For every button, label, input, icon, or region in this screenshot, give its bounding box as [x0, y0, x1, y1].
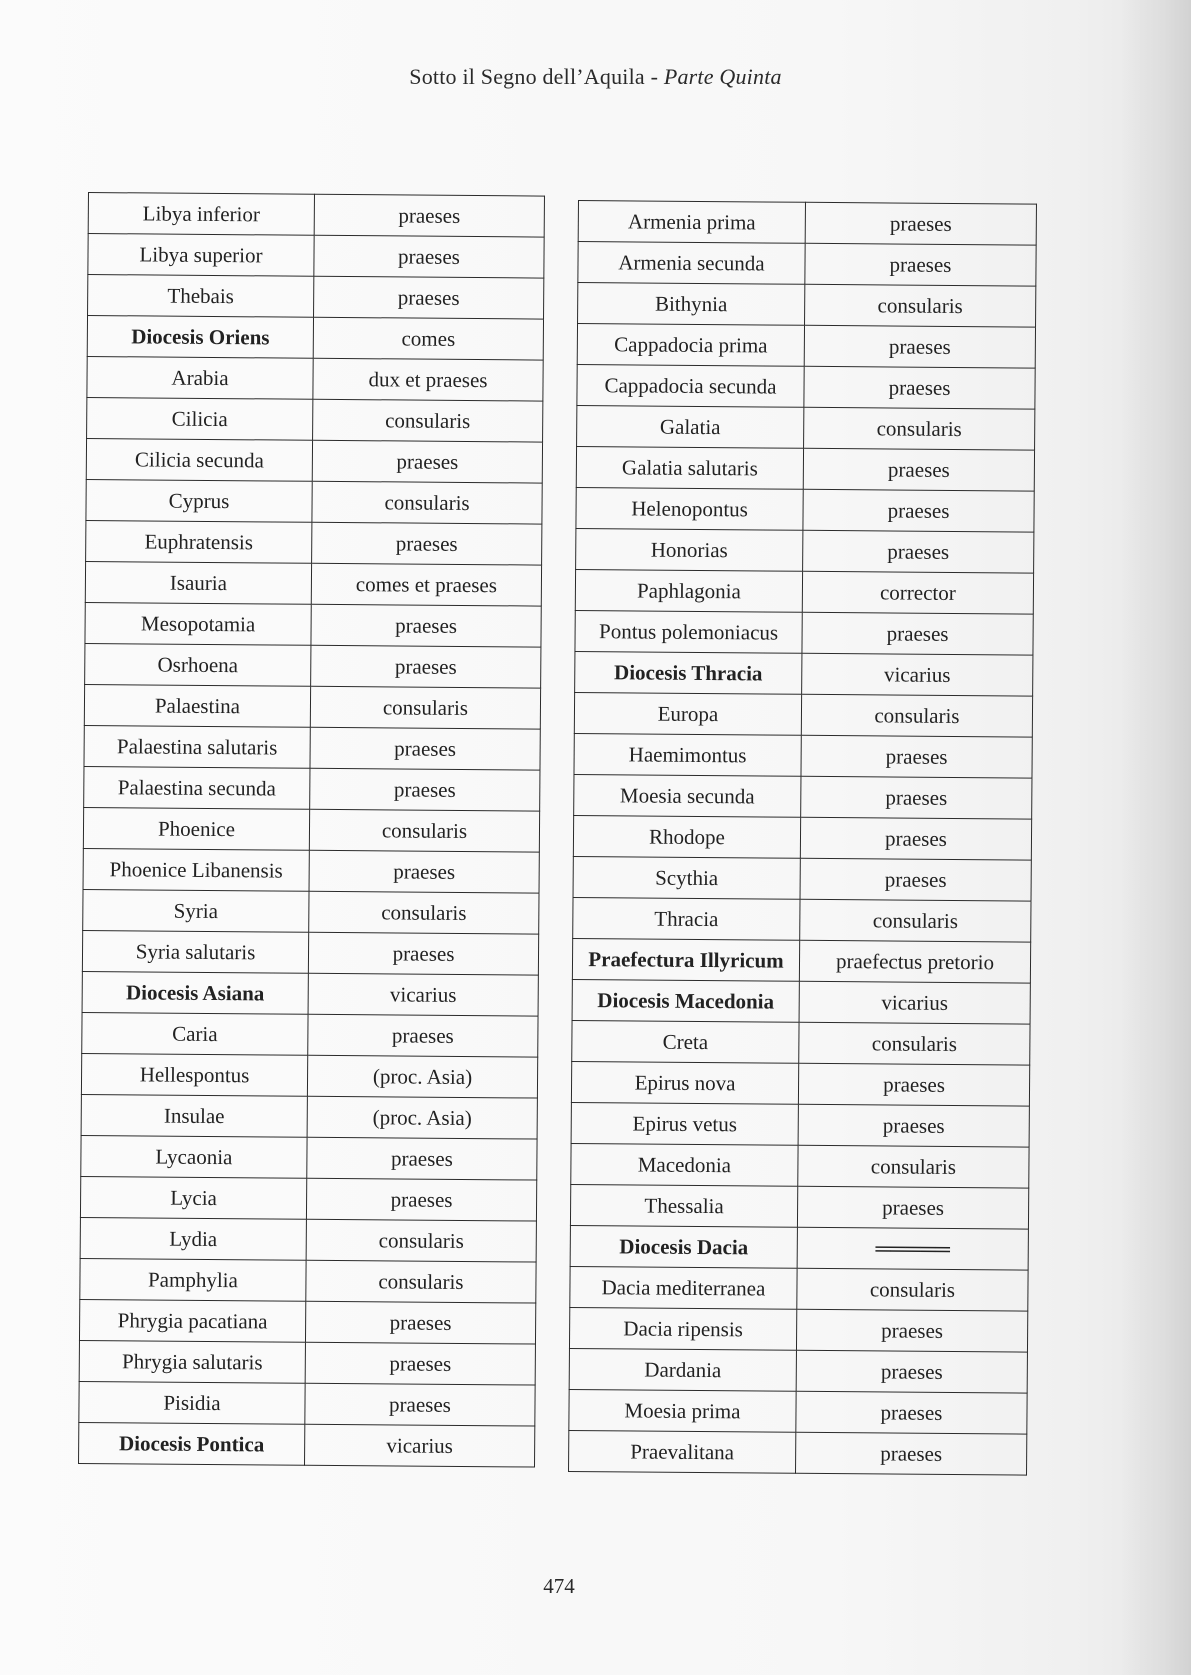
province-cell: Libya inferior [88, 193, 314, 236]
office-cell: corrector [802, 571, 1033, 614]
table-row [84, 725, 540, 770]
office-cell: praeses [305, 1342, 535, 1385]
office-cell: praeses [305, 1383, 535, 1426]
province-cell: Armenia secunda [578, 242, 805, 285]
province-cell: Pisidia [79, 1381, 305, 1424]
table-row [569, 1430, 1027, 1475]
office-cell: consularis [798, 1145, 1029, 1188]
table-row [84, 684, 540, 729]
province-cell: Thebais [88, 275, 314, 318]
office-cell: consularis [313, 399, 543, 442]
table-row [79, 1340, 535, 1385]
office-cell: consularis [306, 1260, 536, 1303]
office-cell: praeses [804, 325, 1035, 368]
province-cell: Armenia prima [578, 201, 805, 244]
province-cell: Thracia [573, 897, 800, 940]
office-cell: consularis [306, 1219, 536, 1262]
table-row [577, 324, 1035, 369]
province-cell: Diocesis Oriens [87, 316, 313, 359]
header-part: Parte Quinta [663, 64, 782, 89]
province-cell: Palaestina salutaris [84, 725, 310, 768]
table-row [82, 1012, 538, 1057]
page-edge-shadow [1121, 0, 1191, 1675]
office-cell: praeses [308, 932, 538, 975]
table-row [81, 1053, 537, 1098]
office-cell: praeses [801, 776, 1032, 819]
table-row [575, 651, 1033, 696]
table-row [86, 479, 542, 524]
table-row [82, 971, 538, 1016]
province-cell: Phoenice [83, 807, 309, 850]
table-row [85, 561, 541, 606]
province-cell: Phrygia pacatiana [79, 1299, 305, 1342]
office-cell: dux et praeses [313, 358, 543, 401]
province-cell: Syria [83, 889, 309, 932]
province-cell: Bithynia [578, 283, 805, 326]
office-cell: praeses [309, 850, 539, 893]
province-cell: Cappadocia prima [577, 324, 804, 367]
office-cell: praeses [314, 276, 544, 319]
province-cell: Epirus nova [571, 1061, 798, 1104]
office-cell: consularis [799, 1022, 1030, 1065]
province-cell: Praevalitana [569, 1430, 796, 1473]
office-cell: praeses [801, 735, 1032, 778]
province-cell: Pontus polemoniacus [575, 610, 802, 653]
province-cell: Dacia ripensis [569, 1307, 796, 1350]
office-cell: vicarius [305, 1424, 535, 1467]
table-row [569, 1389, 1027, 1434]
office-cell: consularis [310, 686, 540, 729]
office-cell: praeses [311, 645, 541, 688]
province-cell: Honorias [576, 528, 803, 571]
office-cell: consularis [309, 809, 539, 852]
office-cell: praeses [312, 522, 542, 565]
office-cell: praeses [306, 1178, 536, 1221]
office-cell: consularis [309, 891, 539, 934]
province-cell: Lydia [80, 1217, 306, 1260]
office-cell: (proc. Asia) [307, 1096, 537, 1139]
table-row [83, 889, 539, 934]
province-cell: Diocesis Macedonia [572, 979, 799, 1022]
office-cell: vicarius [802, 653, 1033, 696]
table-row [80, 1217, 536, 1262]
office-cell: praeses [307, 1137, 537, 1180]
table-row [570, 1184, 1028, 1229]
office-cell: praeses [796, 1432, 1027, 1475]
left-province-table [78, 192, 545, 1468]
province-cell: Dacia mediterranea [570, 1266, 797, 1309]
office-cell: praeses [803, 489, 1034, 532]
province-cell: Hellespontus [81, 1053, 307, 1096]
office-cell: (proc. Asia) [307, 1055, 537, 1098]
office-cell: praeses [798, 1104, 1029, 1147]
province-cell: Diocesis Asiana [82, 971, 308, 1014]
province-cell: Arabia [87, 356, 313, 399]
table-row [573, 856, 1031, 901]
table-row [85, 602, 541, 647]
table-row [79, 1299, 535, 1344]
table-row [83, 848, 539, 893]
table-row [80, 1176, 536, 1221]
office-cell: comes et praeses [311, 563, 541, 606]
header-separator: - [644, 64, 664, 89]
running-header [0, 64, 1191, 90]
province-cell: Lycaonia [81, 1135, 307, 1178]
province-cell: Cilicia secunda [86, 438, 312, 481]
table-row [87, 316, 543, 361]
table-row [577, 364, 1035, 409]
office-cell: vicarius [308, 973, 538, 1016]
table-row [571, 1061, 1029, 1106]
office-cell: consularis [797, 1268, 1028, 1311]
office-cell: praeses [805, 202, 1036, 245]
table-row [574, 774, 1032, 819]
table-row [571, 1102, 1029, 1147]
province-cell: Cappadocia secunda [577, 364, 804, 407]
office-cell: praeses [796, 1309, 1027, 1352]
table-row [578, 201, 1036, 246]
table-row [578, 283, 1036, 328]
province-cell: Paphlagonia [575, 569, 802, 612]
office-cell: praeses [805, 243, 1036, 286]
province-cell: Galatia salutaris [576, 446, 803, 489]
province-cell: Lycia [80, 1176, 306, 1219]
table-row [573, 815, 1031, 860]
table-row [81, 1135, 537, 1180]
table-row [88, 193, 544, 238]
province-cell: Galatia [577, 405, 804, 448]
header-title: Sotto il Segno dell’Aquila [409, 64, 645, 89]
office-cell: praeses [314, 194, 544, 237]
table-row [578, 242, 1036, 287]
table-row [80, 1258, 536, 1303]
province-cell: Diocesis Dacia [570, 1225, 797, 1268]
office-cell: ═════ [797, 1227, 1028, 1270]
table-row [574, 733, 1032, 778]
province-cell: Moesia prima [569, 1389, 796, 1432]
table-row [79, 1422, 535, 1467]
table-row [576, 446, 1034, 491]
province-cell: Isauria [85, 561, 311, 604]
office-cell: praeses [310, 727, 540, 770]
province-cell: Caria [82, 1012, 308, 1055]
province-cell: Phrygia salutaris [79, 1340, 305, 1383]
office-cell: praeses [796, 1350, 1027, 1393]
table-row [572, 938, 1030, 983]
province-cell: Dardania [569, 1348, 796, 1391]
office-cell: praeses [312, 440, 542, 483]
office-cell: praeses [800, 858, 1031, 901]
office-cell: praeses [314, 235, 544, 278]
table-row [84, 766, 540, 811]
table-row [86, 438, 542, 483]
office-cell: praeses [311, 604, 541, 647]
province-cell: Libya superior [88, 234, 314, 277]
province-cell: Praefectura Illyricum [572, 938, 799, 981]
province-cell: Thessalia [570, 1184, 797, 1227]
province-cell: Scythia [573, 856, 800, 899]
table-row [88, 234, 544, 279]
table-row [576, 528, 1034, 573]
office-cell: consularis [805, 284, 1036, 327]
table-row [87, 397, 543, 442]
table-row [569, 1307, 1027, 1352]
province-cell: Haemimontus [574, 733, 801, 776]
office-cell: praeses [798, 1063, 1029, 1106]
province-cell: Diocesis Pontica [79, 1422, 305, 1465]
table-row [83, 807, 539, 852]
table-row [574, 692, 1032, 737]
province-cell: Insulae [81, 1094, 307, 1137]
table-row [577, 405, 1035, 450]
province-cell: Phoenice Libanensis [83, 848, 309, 891]
office-cell: praeses [796, 1391, 1027, 1434]
table-row [86, 520, 542, 565]
office-cell: comes [313, 317, 543, 360]
province-cell: Syria salutaris [82, 930, 308, 973]
page-number: 474 [543, 1574, 575, 1598]
table-row [575, 569, 1033, 614]
table-row [87, 356, 543, 401]
province-cell: Diocesis Thracia [575, 651, 802, 694]
office-cell: praeses [800, 817, 1031, 860]
office-cell: praefectus pretorio [799, 940, 1030, 983]
province-cell: Cyprus [86, 479, 312, 522]
table-row [573, 897, 1031, 942]
province-cell: Palaestina secunda [84, 766, 310, 809]
right-province-table [568, 200, 1037, 1476]
province-cell: Pamphylia [80, 1258, 306, 1301]
province-cell: Europa [574, 692, 801, 735]
table-row [576, 487, 1034, 532]
office-cell: praeses [310, 768, 540, 811]
table-row [575, 610, 1033, 655]
office-cell: vicarius [799, 981, 1030, 1024]
province-cell: Epirus vetus [571, 1102, 798, 1145]
table-row [569, 1348, 1027, 1393]
province-cell: Euphratensis [86, 520, 312, 563]
office-cell: praeses [804, 366, 1035, 409]
office-cell: consularis [804, 407, 1035, 450]
office-cell: praeses [802, 612, 1033, 655]
province-cell: Macedonia [571, 1143, 798, 1186]
table-row [570, 1266, 1028, 1311]
province-cell: Moesia secunda [574, 774, 801, 817]
office-cell: praeses [308, 1014, 538, 1057]
province-cell: Palaestina [84, 684, 310, 727]
province-cell: Helenopontus [576, 487, 803, 530]
table-row [572, 1020, 1030, 1065]
office-cell: praeses [305, 1301, 535, 1344]
table-row [570, 1225, 1028, 1270]
province-cell: Creta [572, 1020, 799, 1063]
table-row [572, 979, 1030, 1024]
province-cell: Cilicia [87, 397, 313, 440]
office-cell: praeses [803, 448, 1034, 491]
office-cell: consularis [800, 899, 1031, 942]
table-row [85, 643, 541, 688]
table-row [82, 930, 538, 975]
province-cell: Osrhoena [85, 643, 311, 686]
province-cell: Mesopotamia [85, 602, 311, 645]
office-cell: praeses [803, 530, 1034, 573]
office-cell: consularis [312, 481, 542, 524]
table-row [88, 275, 544, 320]
office-cell: consularis [801, 694, 1032, 737]
province-cell: Rhodope [573, 815, 800, 858]
table-row [571, 1143, 1029, 1188]
office-cell: praeses [797, 1186, 1028, 1229]
table-row [79, 1381, 535, 1426]
table-row [81, 1094, 537, 1139]
